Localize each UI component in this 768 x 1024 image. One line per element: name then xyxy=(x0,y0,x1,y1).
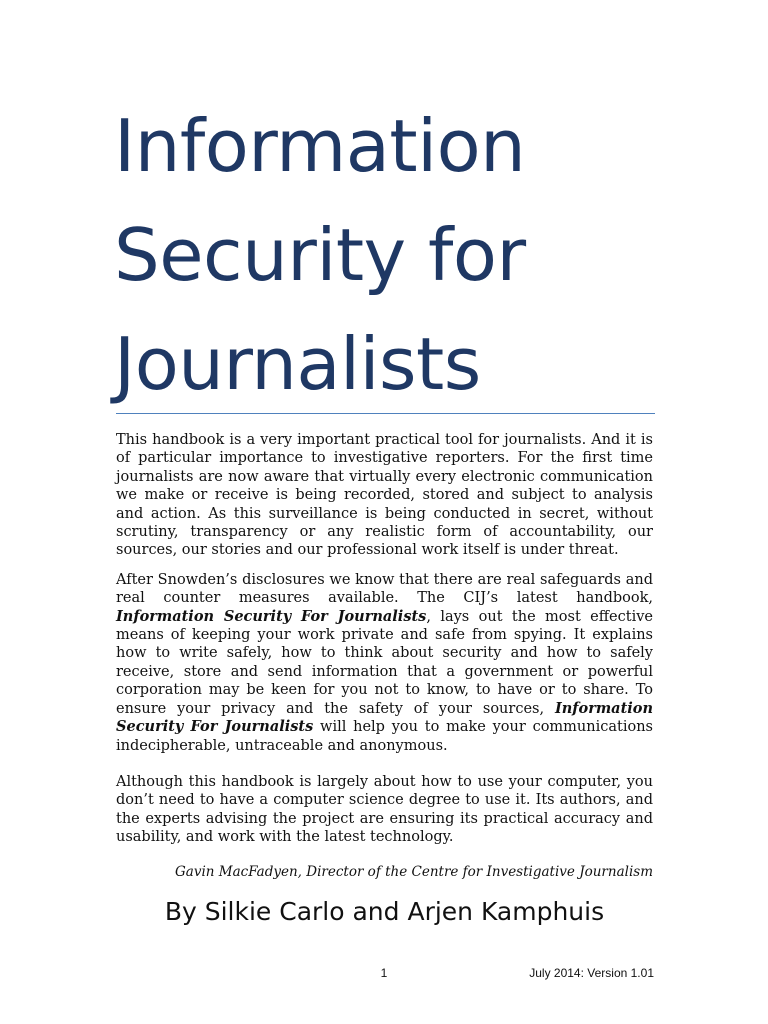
document-title xyxy=(114,92,674,419)
book-title-emphasis: Information Security For Journalists xyxy=(116,699,653,736)
paragraph-snowden xyxy=(116,571,653,755)
title-line-1: Information xyxy=(114,104,526,188)
authors-line: By Silkie Carlo and Arjen Kamphuis xyxy=(164,897,605,926)
title-line-2: Security for xyxy=(114,213,526,297)
title-line-3: Journalists xyxy=(114,322,481,406)
paragraph-snowden-part-3: will help you to make your communications indecipherable, untraceable and anonymous. xyxy=(116,719,653,754)
body-text xyxy=(116,431,653,847)
foreword-signature: Gavin MacFadyen, Director of the Centre for Investigative Journalism xyxy=(175,864,653,880)
book-title-emphasis: Information Security For Journalists xyxy=(116,607,427,625)
version-label: July 2014: Version 1.01 xyxy=(529,966,654,980)
paragraph-snowden-part-1: After Snowden’s disclosures we know that there are real safeguards and real counter measures available. The CIJ’s latest handbook, xyxy=(116,571,653,607)
paragraph-snowden-part-2: , lays out the most effective means of keeping your work private and safe from spying. It explains how to write safely, how to think about security and how to safely receive, store and send information that a government or powerful corporation may be keen for you not to know, to have or to share. To ensure your privacy and the safety of your sources, xyxy=(116,608,653,717)
page-number: 1 xyxy=(380,966,388,980)
paragraph-usability: Although this handbook is largely about how to use your computer, you don’t need to have a computer science degree to use it. Its authors, and the experts advising the project are ensuring its practical accuracy and usability, and work with the latest technology. xyxy=(116,773,653,846)
title-divider xyxy=(116,413,655,414)
paragraph-intro: This handbook is a very important practical tool for journalists. And it is of particular importance to investigative reporters. For the first time journalists are now aware that virtually every electronic communication we make or receive is being recorded, stored and subject to analysis and action. As this surveillance is being conducted in secret, without scrutiny, transparency or any realistic form of accountability, our sources, our stories and our professional work itself is under threat. xyxy=(116,432,653,559)
